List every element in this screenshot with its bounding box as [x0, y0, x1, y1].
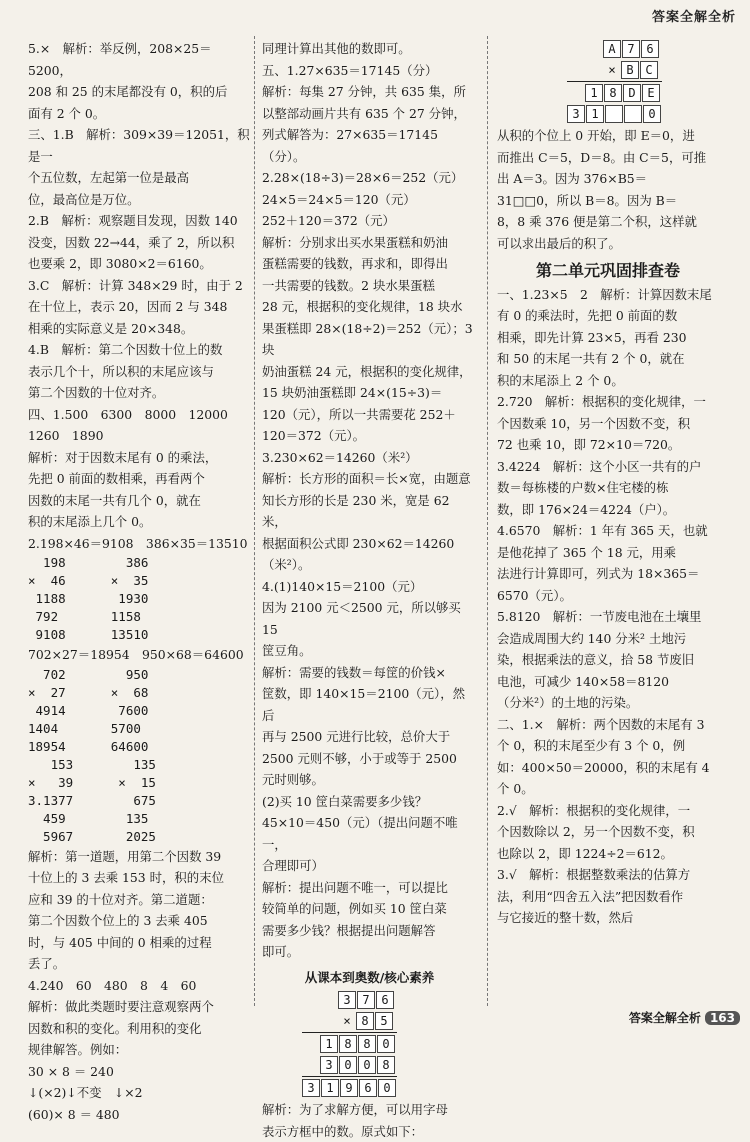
text-line: 15 块奶油蛋糕即 24×(15÷3)＝ [262, 382, 477, 404]
text-line: 可以求出最后的积了。 [497, 233, 719, 255]
text-line: 位，最高位是万位。 [28, 189, 250, 211]
text-line: 表示几个十，所以积的末尾应该与 [28, 361, 250, 383]
calc-block-3: 153 135 × 39 × 15 3.1377 675 459 135 5967 2025 [28, 756, 250, 846]
puzzle-cell: 8 [604, 84, 622, 102]
puzzle-cell: 0 [339, 1056, 357, 1074]
text-line: 第二个因数的十位对齐。 [28, 382, 250, 404]
puzzle-cell: 3 [320, 1056, 338, 1074]
text-line: 法进行计算即可，列式为 18×365＝ [497, 563, 719, 585]
column-1-text-2 [28, 846, 250, 1126]
text-line: 积的末尾添上几个 0。 [28, 511, 250, 533]
text-line: 列式解答为：27×635＝17145（分）。 [262, 124, 477, 167]
text-line: 3.230×62＝14260（米²） [262, 447, 477, 469]
puzzle-cell: C [640, 61, 658, 79]
puzzle-row [302, 1034, 477, 1054]
text-line: 积的末尾添上 2 个 0。 [497, 370, 719, 392]
puzzle-cell: 1 [585, 84, 603, 102]
text-line: 有 0 的乘法时，先把 0 前面的数 [497, 305, 719, 327]
text-line: 再与 2500 元进行比较，总价大于 [262, 726, 477, 748]
puzzle-cell [605, 105, 623, 123]
text-line: 2.198×46＝9108 386×35＝13510 [28, 533, 250, 555]
puzzle-row [302, 990, 477, 1010]
page-number: 163 [705, 1011, 740, 1025]
text-line: 法，利用“四舍五入法”把因数看作 [497, 886, 719, 908]
text-line: 2500 元则不够，小于或等于 2500 [262, 748, 477, 770]
text-line: 数＝每栋楼的户数×住宅楼的栋 [497, 477, 719, 499]
puzzle-cell: A [603, 40, 621, 58]
text-line: 与它接近的整十数，然后 [497, 907, 719, 929]
puzzle-cell: D [623, 84, 641, 102]
text-line: 相乘，即先计算 23×5，再看 230 [497, 327, 719, 349]
puzzle-cell: 0 [358, 1056, 376, 1074]
text-line: 3.4224 解析：这个小区一共有的户 [497, 456, 719, 478]
text-line: 个因数除以 2，另一个因数不变，积 [497, 821, 719, 843]
text-line: 4.240 60 480 8 4 60 [28, 975, 250, 997]
text-line: 电池，可减少 140×58＝8120 [497, 671, 719, 693]
text-line: （分米²）的土地的污染。 [497, 692, 719, 714]
puzzle-cell: 7 [622, 40, 640, 58]
text-line: 以整部动画片共有 635 个 27 分钟， [262, 103, 477, 125]
text-line: 而推出 C＝5，D＝8。由 C＝5，可推 [497, 147, 719, 169]
text-line: 会造成周围大约 140 分米² 土地污 [497, 628, 719, 650]
text-line: 解析：需要的钱数＝每筐的价钱× [262, 662, 477, 684]
puzzle-row [567, 39, 719, 59]
text-line: 面有 2 个 0。 [28, 103, 250, 125]
footer-label: 答案全解全析 [629, 1009, 701, 1026]
text-line: 个 0。 [497, 778, 719, 800]
text-line: 没变，因数 22→44，乘了 2，所以积 [28, 232, 250, 254]
calc-block-2: 702 950 × 27 × 68 4914 7600 1404 5700 18954 64600 [28, 666, 250, 756]
text-line: 第二个因数个位上的 3 去乘 405 [28, 910, 250, 932]
text-line: 一、1.23×5 2 解析：计算因数末尾 [497, 284, 719, 306]
text-line: 表示方框中的数。原式如下： [262, 1121, 477, 1142]
text-line: 2.720 解析：根据积的变化规律，一 [497, 391, 719, 413]
puzzle-row [302, 1078, 477, 1098]
text-line: 出 A＝3。因为 376×B5＝ [497, 168, 719, 190]
text-line: 3.√ 解析：根据整数乘法的估算方 [497, 864, 719, 886]
puzzle-cell: 5 [375, 1012, 393, 1030]
puzzle-cell: 3 [338, 991, 356, 1009]
puzzle-cell: 0 [377, 1035, 395, 1053]
column-3-text-top [497, 125, 719, 254]
text-line: 根据面积公式即 230×62＝14260（米²）。 [262, 533, 477, 576]
text-line: 24×5＝24×5＝120（元） [262, 189, 477, 211]
text-line: 应和 39 的十位对齐。第二道题： [28, 889, 250, 911]
text-line: 也除以 2，即 1224÷2＝612。 [497, 843, 719, 865]
text-line: (60)× 8 ＝ 480 [28, 1104, 250, 1126]
text-line: 相乘的实际意义是 20×348。 [28, 318, 250, 340]
text-line: 十位上的 3 去乘 153 时，积的末位 [28, 867, 250, 889]
text-line: 较简单的问题，例如买 10 筐白菜 [262, 898, 477, 920]
text-line: 4.6570 解析：1 年有 365 天，也就 [497, 520, 719, 542]
column-1 [28, 38, 250, 1125]
puzzle-cell: 1 [321, 1079, 339, 1097]
text-line: 解析：每集 27 分钟，共 635 集，所 [262, 81, 477, 103]
text-line: 个 0，积的末尾至少有 3 个 0，例 [497, 735, 719, 757]
text-line: 8，8 乘 376 便是第二个积，这样就 [497, 211, 719, 233]
puzzle-row [302, 1055, 477, 1075]
text-line: 3.C 解析：计算 348×29 时，由于 2 [28, 275, 250, 297]
puzzle-cell: 3 [567, 105, 585, 123]
puzzle-cell: 6 [376, 991, 394, 1009]
puzzle-cell: B [621, 61, 639, 79]
column-2-text [262, 38, 477, 963]
calc-block-1: 198 386 × 46 × 35 1188 1930 792 1158 9108 13510 [28, 554, 250, 644]
puzzle-cell: 6 [641, 40, 659, 58]
column-divider-2 [487, 36, 488, 1006]
text-line: 2.28×(18÷3)＝28×6＝252（元） [262, 167, 477, 189]
header-tag: 答案全解全析 [652, 6, 736, 25]
text-line: 元时则够。 [262, 769, 477, 791]
text-line: 72 也乘 10，即 72×10＝720。 [497, 434, 719, 456]
text-line: 31□□0，所以 B＝8。因为 B＝ [497, 190, 719, 212]
section-title: 第二单元巩固排查卷 [497, 260, 719, 282]
puzzle-row [567, 83, 719, 103]
text-line: 120（元），所以一共需要花 252＋ [262, 404, 477, 426]
text-line: 是他花掉了 365 个 18 元，用乘 [497, 542, 719, 564]
puzzle-cell: E [642, 84, 660, 102]
text-line: 五、1.27×635＝17145（分） [262, 60, 477, 82]
text-line: 4.B 解析：第二个因数十位上的数 [28, 339, 250, 361]
text-line: 1260 1890 [28, 425, 250, 447]
text-line: 120＝372（元）。 [262, 425, 477, 447]
text-line: 解析：提出问题不唯一，可以提比 [262, 877, 477, 899]
calc-2-title: 702×27＝18954 950×68＝64600 [28, 644, 250, 666]
text-line: 解析：第一道题，用第二个因数 39 [28, 846, 250, 868]
puzzle-cell: 1 [586, 105, 604, 123]
text-line: 如：400×50＝20000，积的末尾有 4 [497, 757, 719, 779]
puzzle-cell: 8 [339, 1035, 357, 1053]
text-line: 5.× 解析：举反例，208×25＝5200， [28, 38, 250, 81]
text-line: 解析：为了求解方便，可以用字母 [262, 1099, 477, 1121]
puzzle-cell: 0 [643, 105, 661, 123]
text-line: 果蛋糕即 28×(18÷2)＝252（元）；3 块 [262, 318, 477, 361]
calc-rule [567, 81, 662, 82]
text-line: 一共需要的钱数。2 块水果蛋糕 [262, 275, 477, 297]
text-line: 合理即可） [262, 855, 477, 877]
text-line: 丢了。 [28, 953, 250, 975]
text-line: 208 和 25 的末尾都没有 0，积的后 [28, 81, 250, 103]
puzzle-cell: 9 [340, 1079, 358, 1097]
text-line: 4.(1)140×15＝2100（元） [262, 576, 477, 598]
text-line: 染，根据乘法的意义，拾 58 节废旧 [497, 649, 719, 671]
text-line: 30 × 8 ＝ 240 [28, 1061, 250, 1083]
text-line: 筐数，即 140×15＝2100（元），然后 [262, 683, 477, 726]
puzzle-row [567, 60, 719, 80]
multiply-sign: × [603, 59, 621, 81]
text-line: 知长方形的长是 230 米，宽是 62 米， [262, 490, 477, 533]
text-line: 因为 2100 元＜2500 元，所以够买 15 [262, 597, 477, 640]
footer [629, 1009, 740, 1026]
text-line: 奶油蛋糕 24 元，根据积的变化规律， [262, 361, 477, 383]
puzzle-row [302, 1011, 477, 1031]
text-line: 5.8120 解析：一节废电池在土壤里 [497, 606, 719, 628]
text-line: 需要多少钱？根据提出问题解答 [262, 920, 477, 942]
puzzle-cell: 6 [359, 1079, 377, 1097]
column-2 [262, 38, 477, 1142]
puzzle-cell [624, 105, 642, 123]
digit-puzzle-letters [497, 39, 719, 124]
text-line: 解析：分别求出买水果蛋糕和奶油 [262, 232, 477, 254]
text-line: 四、1.500 6300 8000 12000 [28, 404, 250, 426]
text-line: 即可。 [262, 941, 477, 963]
text-line: 个五位数，左起第一位是最高 [28, 167, 250, 189]
text-line: 规律解答。例如： [28, 1039, 250, 1061]
text-line: 因数的末尾一共有几个 0，就在 [28, 490, 250, 512]
text-line: 蛋糕需要的钱数，再求和，即得出 [262, 253, 477, 275]
column-3 [497, 38, 719, 929]
text-line: 2.√ 解析：根据积的变化规律，一 [497, 800, 719, 822]
text-line: 解析：对于因数末尾有 0 的乘法， [28, 447, 250, 469]
text-line: 同理计算出其他的数即可。 [262, 38, 477, 60]
puzzle-cell: 8 [377, 1056, 395, 1074]
column-2-text-after [262, 1099, 477, 1142]
calc-rule [302, 1076, 397, 1077]
puzzle-cell: 8 [356, 1012, 374, 1030]
text-line: 从积的个位上 0 开始，即 E＝0，进 [497, 125, 719, 147]
multiply-sign: × [338, 1010, 356, 1032]
text-line: 6570（元）。 [497, 585, 719, 607]
column-divider-1 [254, 36, 255, 1006]
puzzle-cell: 1 [320, 1035, 338, 1053]
text-line: ↓(×2)↓不变 ↓×2 [28, 1082, 250, 1104]
text-line: 三、1.B 解析：309×39＝12051，积是一 [28, 124, 250, 167]
text-line: 先把 0 前面的数相乘，再看两个 [28, 468, 250, 490]
text-line: (2)买 10 筐白菜需要多少钱？ [262, 791, 477, 813]
section-subtitle: 从课本到奥数/核心素养 [262, 967, 477, 989]
text-line: 252＋120＝372（元） [262, 210, 477, 232]
digit-puzzle-solved [262, 990, 477, 1098]
column-1-text [28, 38, 250, 554]
text-line: 数，即 176×24＝4224（户）。 [497, 499, 719, 521]
text-line: 二、1.× 解析：两个因数的末尾有 3 [497, 714, 719, 736]
puzzle-cell: 8 [358, 1035, 376, 1053]
puzzle-cell: 7 [357, 991, 375, 1009]
text-line: 和 50 的末尾一共有 2 个 0，就在 [497, 348, 719, 370]
text-line: 解析：长方形的面积＝长×宽，由题意 [262, 468, 477, 490]
text-line: 在十位上，表示 20，因而 2 与 348 [28, 296, 250, 318]
column-3-text [497, 284, 719, 929]
text-line: 筐豆角。 [262, 640, 477, 662]
calc-rule [302, 1032, 397, 1033]
text-line: 时，与 405 中间的 0 相乘的过程 [28, 932, 250, 954]
puzzle-cell: 0 [378, 1079, 396, 1097]
puzzle-row [567, 104, 719, 124]
text-line: 个因数乘 10，另一个因数不变，积 [497, 413, 719, 435]
text-line: 2.B 解析：观察题目发现，因数 140 [28, 210, 250, 232]
puzzle-cell: 3 [302, 1079, 320, 1097]
text-line: 解析：做此类题时要注意观察两个 [28, 996, 250, 1018]
text-line: 因数和积的变化。利用积的变化 [28, 1018, 250, 1040]
text-line: 也要乘 2，即 3080×2＝6160。 [28, 253, 250, 275]
text-line: 28 元，根据积的变化规律，18 块水 [262, 296, 477, 318]
text-line: 45×10＝450（元）（提出问题不唯一， [262, 812, 477, 855]
